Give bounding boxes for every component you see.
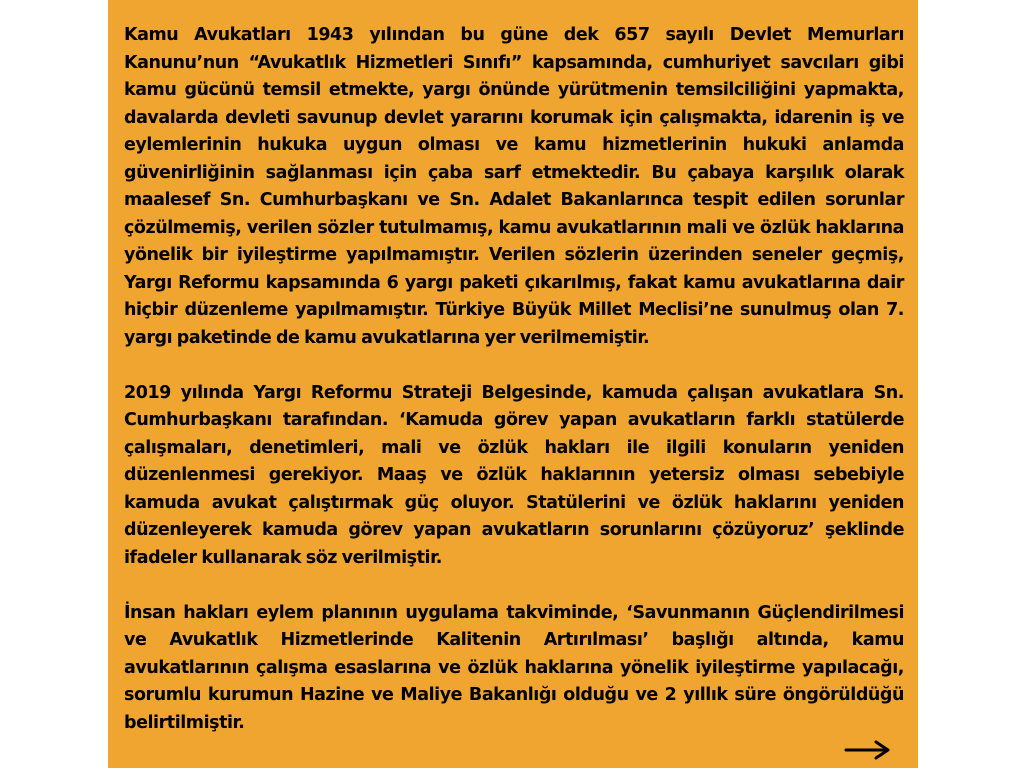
paragraph-1: Kamu Avukatları 1943 yılından bu güne dek 657 sayılı Devlet Memurları Kanunu’nun “Avukatlık Hizmetleri Sınıfı” kapsamında, cumhuriyet savcıları gibi kamu gücünü temsil etmekte, yargı önünde yürütmenin temsilciliğini yapmakta, davalarda devleti savunup devlet yararını korumak için çalışmakta, idarenin iş ve eylemlerinin hukuka uygun olması ve kamu hizmetlerinin hukuki anlamda güvenirliğinin sağlanması için çaba sarf etmektedir. Bu çabaya karşılık olarak maalesef Sn. Cumhurbaşkanı ve Sn. Adalet Bakanlarınca tespit edilen sorunlar çözülmemiş, verilen sözler tutulmamış, kamu avukatlarının mali ve özlük haklarına yönelik bir iyileştirme yapılmamıştır. Verilen sözlerin üzerinden seneler geçmiş, Yargı Reformu kapsamında 6 yargı paketi çıkarılmış, fakat kamu avukatlarına dair hiçbir düzenleme yapılmamıştır. Türkiye Büyük Millet Meclisi’ne sunulmuş olan 7. yargı paketinde de kamu avukatlarına yer verilmemiştir. (124, 25, 904, 348)
paragraph-3: İnsan hakları eylem planının uygulama takviminde, ‘Savunmanın Güçlendirilmesi ve Avukatlık Hizmetlerinde Kalitenin Artırılması’ başlığı altında, kamu avukatlarının çalışma esaslarına ve özlük haklarına yönelik iyileştirme yapılacağı, sorumlu kurumun Hazine ve Maliye Bakanlığı olduğu ve 2 yıllık süre öngörüldüğü belirtilmiştir. (124, 602, 904, 733)
paragraph-gap (124, 572, 904, 600)
paragraph-gap (124, 352, 904, 380)
next-slide-button[interactable] (844, 740, 892, 760)
right-arrow-icon (844, 740, 892, 760)
paragraph-2: 2019 yılında Yargı Reformu Strateji Belgesinde, kamuda çalışan avukatlara Sn. Cumhurbaşkanı tarafından. ‘Kamuda görev yapan avukatların farklı statülerde çalışmaları, denetimleri, mali ve özlük hakları ile ilgili konuların yeniden düzenlenmesi gerekiyor. Maaş ve özlük haklarının yetersiz olması sebebiyle kamuda avukat çalıştırmak güç oluyor. Statülerini ve özlük haklarını yeniden düzenleyerek kamuda görev yapan avukatların sorunlarını çözüyoruz’ şeklinde ifadeler kullanarak söz verilmiştir. (124, 382, 904, 568)
slide (108, 0, 918, 768)
